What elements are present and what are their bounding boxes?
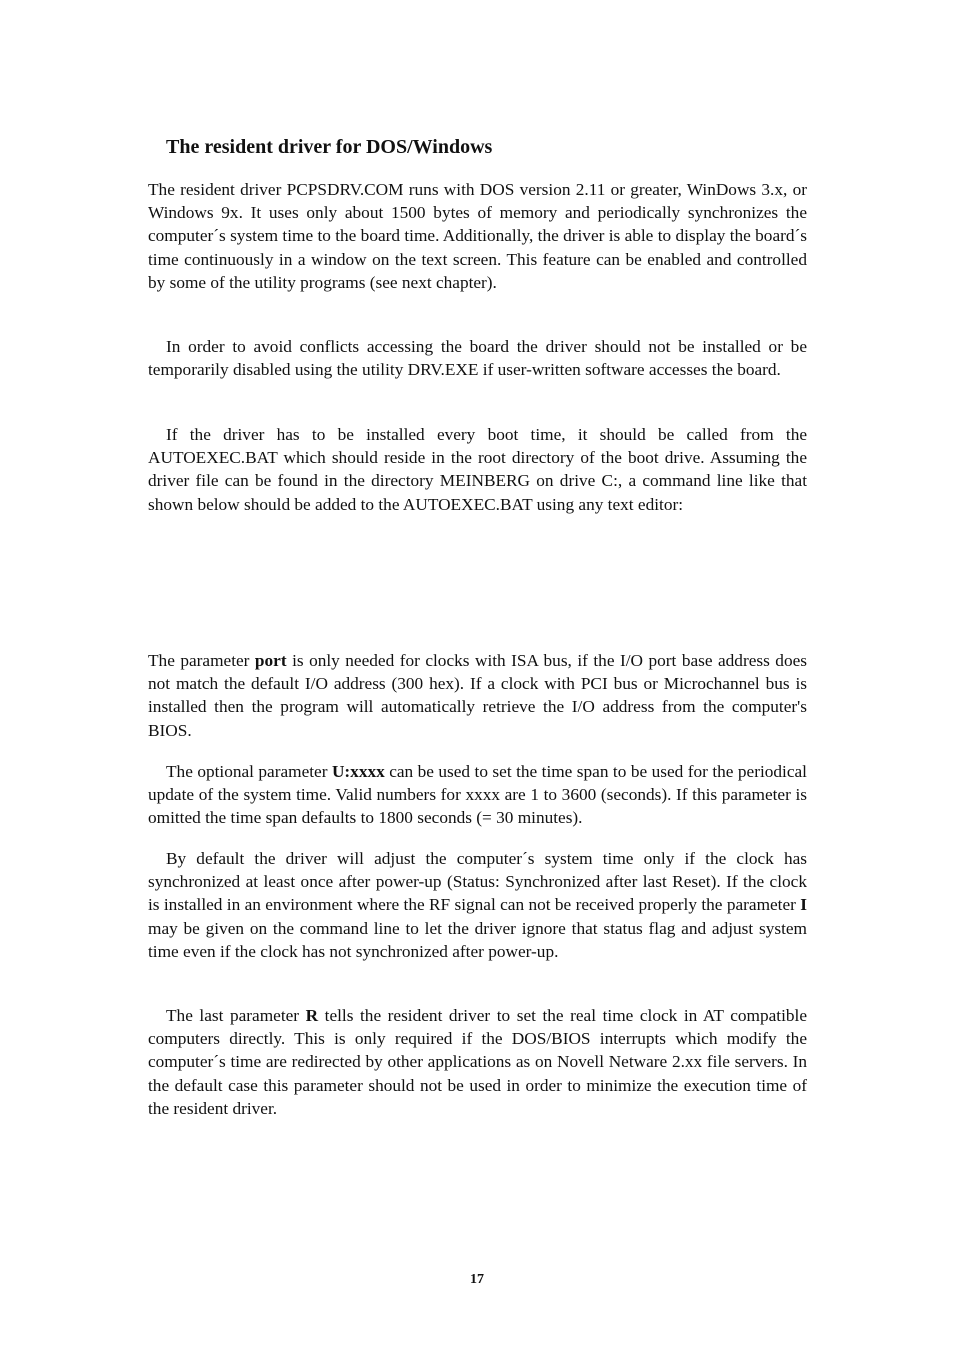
paragraph-text: is only needed for clocks with ISA bus, if the I/O port base address does not match the default I/O address (300 hex). If a clock with PCI bus or Microchannel bus is installed then the program will automatically retrieve the I/O address from the computer's BIOS. <box>148 651 807 740</box>
paragraph-text: tells the resident driver to set the real time clock in AT compatible computers directly. This is only required if the DOS/BIOS interrupts which modify the computer´s time are redirected by other applications as on Novell Netware 2.xx file servers. In the default case this parameter should not be used in order to minimize the execution time of the resident driver. <box>148 1006 808 1118</box>
paragraph-text: The parameter <box>148 651 255 670</box>
paragraph-autoexec-install: If the driver has to be installed every boot time, it should be called from the AUTOEXEC.BAT which should reside in the root directory of the boot drive. Assuming the driver file can be found in the directory MEINBERG on drive C:, a command line like that shown below should be added to the AUTOEXEC.BAT using any text editor: <box>148 425 807 514</box>
paragraph-avoid-conflicts: In order to avoid conflicts accessing the board the driver should not be installed or be temporarily disabled using the utility DRV.EXE if user-written software accesses the board. <box>148 337 807 380</box>
paragraph-ignore-parameter <box>148 847 807 963</box>
paragraph-text: By default the driver will adjust the computer´s system time only if the clock has synchronized at least once after power-up (Status: Synchronized after last Reset). If the clock is installed in an environment where the RF signal can not be received properly the parameter <box>148 849 807 915</box>
paragraph-driver-overview: The resident driver PCPSDRV.COM runs with DOS version 2.11 or greater, WinDows 3.x, or Windows 9x. It uses only about 1500 bytes of memory and periodically synchronizes the computer´s system time to the board time. Additionally, the driver is able to display the board´s time continuously in a window on the text screen. This feature can be enabled and controlled by some of the utility programs (see next chapter). <box>148 180 807 292</box>
paragraph-port-parameter <box>148 649 807 742</box>
parameter-rtc: R <box>305 1006 319 1025</box>
paragraph-text: The optional parameter <box>166 762 332 781</box>
page-number: 17 <box>470 1272 484 1287</box>
parameter-ignore: I <box>800 895 807 915</box>
paragraph-text: may be given on the command line to let the driver ignore that status flag and adjust system time even if the clock has not synchronized after power-up. <box>148 918 807 961</box>
paragraph-text: The last parameter <box>166 1006 306 1025</box>
section-heading: The resident driver for DOS/Windows <box>166 136 493 158</box>
paragraph-update-parameter <box>148 760 807 830</box>
paragraph-rtc-parameter <box>148 1004 807 1120</box>
parameter-port: port <box>254 651 287 670</box>
parameter-update-interval: U:xxxx <box>331 762 385 781</box>
paragraph-text: can be used to set the time span to be used for the periodical update of the system time. Valid numbers for xxxx are 1 to 3600 (seconds). If this parameter is omitted the time span defaults to 1800 seconds (= 30 minutes). <box>148 762 807 828</box>
